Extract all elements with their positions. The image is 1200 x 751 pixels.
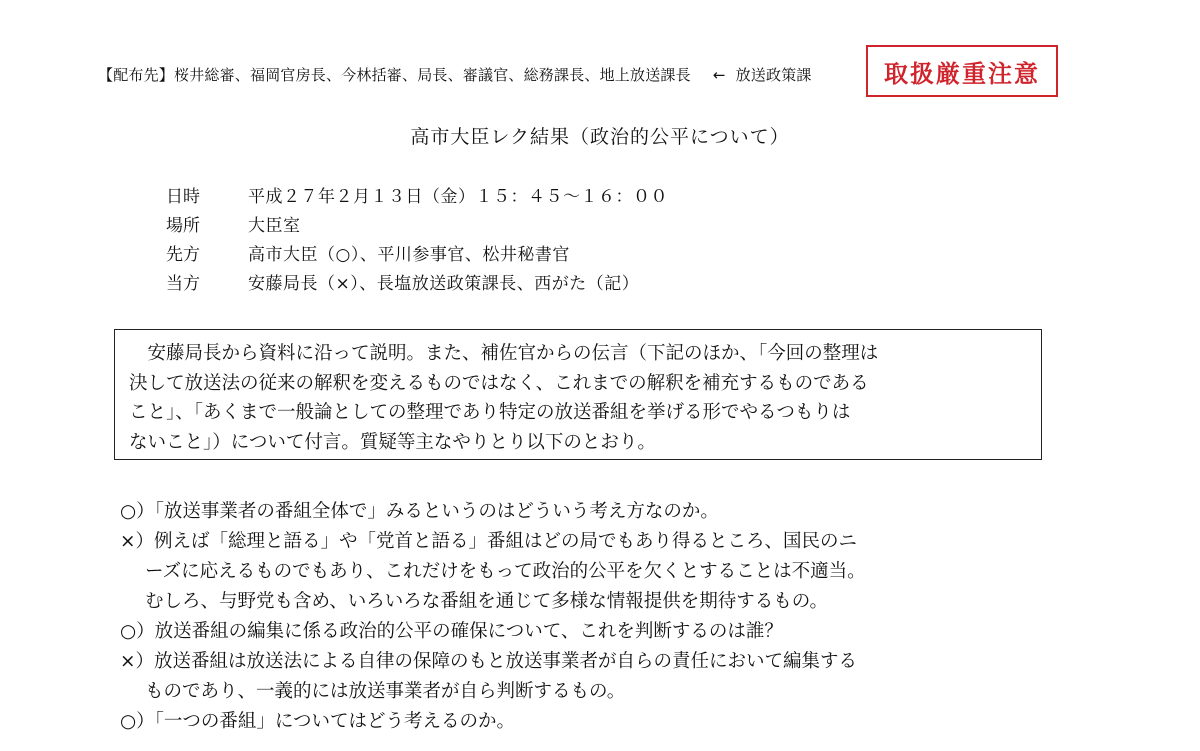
- meta-value: 安藤局長（×）、長塩放送政策課長、西がた（記）: [248, 274, 640, 294]
- question-line: ○）「一つの番組」についてはどう考えるのか。: [120, 711, 516, 732]
- answer-line: ×）放送番組は放送法による自律の保障のもと放送事業者が自らの責任において編集する: [120, 651, 858, 672]
- meta-label: 先方: [166, 245, 200, 265]
- distribution-list: [98, 64, 812, 85]
- summary-line: ないこと」）について付言。質疑等主なやりとり以下のとおり。: [129, 431, 656, 453]
- meta-value: 大臣室: [248, 216, 301, 236]
- answer-line: むしろ、与野党も含め、いろいろな番組を通じて多様な情報提供を期待するもの。: [145, 591, 829, 612]
- meta-value: 高市大臣（○）、平川参事官、松井秘書官: [248, 245, 570, 265]
- meta-value: 平成２７年２月１３日（金）１５：４５～１６：００: [248, 187, 668, 207]
- meta-row-counterpart: [166, 240, 668, 269]
- question-line: ○）「放送事業者の番組全体で」みるというのはどういう考え方なのか。: [120, 501, 719, 522]
- meta-label: 場所: [166, 216, 200, 236]
- meta-label: 当方: [166, 274, 200, 294]
- confidential-stamp: 取扱厳重注意: [866, 45, 1058, 97]
- meeting-details: [166, 182, 668, 298]
- summary-box: [114, 329, 1042, 460]
- meta-label: 日時: [166, 187, 200, 207]
- distribution-sender: 放送政策課: [735, 66, 812, 84]
- meta-row-our-side: [166, 269, 668, 298]
- arrow-left-icon: ←: [712, 66, 726, 84]
- answer-line: ものであり、一義的には放送事業者が自ら判断するもの。: [145, 681, 626, 702]
- meta-row-datetime: [166, 182, 668, 211]
- qa-section: [120, 497, 866, 737]
- answer-line: ーズに応えるものでもあり、これだけをもって政治的公平を欠くとすることは不適当。: [145, 561, 866, 582]
- summary-line: 決して放送法の従来の解釈を変えるものではなく、これまでの解釈を補充するものである: [129, 372, 869, 394]
- summary-line: こと」、「あくまで一般論としての整理であり特定の放送番組を挙げる形でやるつもりは: [129, 402, 851, 423]
- distribution-recipients: 【配布先】桜井総審、福岡官房長、今林括審、局長、審議官、総務課長、地上放送課長: [98, 66, 691, 84]
- answer-line: ×）例えば「総理と語る」や「党首と語る」番組はどの局でもあり得るところ、国民のニ: [120, 531, 858, 552]
- question-line: ○）放送番組の編集に係る政治的公平の確保について、これを判断するのは誰？: [120, 621, 783, 642]
- meta-row-place: [166, 211, 668, 240]
- summary-line: 安藤局長から資料に沿って説明。また、補佐官からの伝言（下記のほか、「今回の整理は: [129, 343, 879, 364]
- document-title: 高市大臣レク結果（政治的公平について）: [410, 126, 790, 148]
